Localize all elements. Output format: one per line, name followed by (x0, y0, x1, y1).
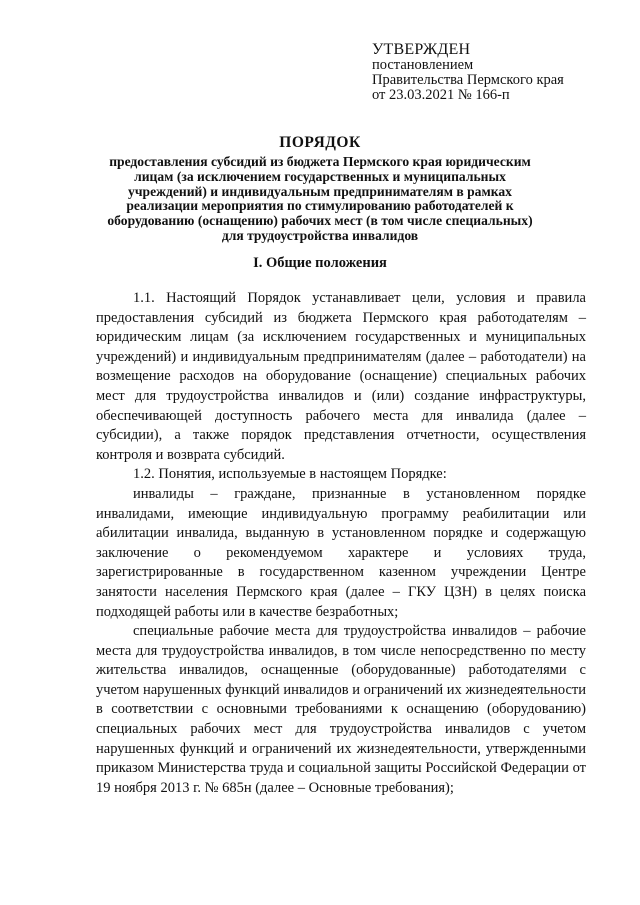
paragraph-1-2: 1.2. Понятия, используемые в настоящем Порядке: (133, 466, 447, 483)
document-subtitle: предоставления субсидий из бюджета Пермского края юридическим лицам (за исключением государственных и муниципальных учреждений) и индивидуальным предпринимателям в рамках реализации мероприятия по стимулированию работодателей к оборудованию (оснащению) рабочих мест (в том числе специальных) для трудоустройства инвалидов (107, 154, 533, 243)
section-body (96, 289, 586, 798)
section-heading: I. Общие положения (253, 255, 387, 271)
approval-line-1: постановлением (372, 57, 474, 73)
approval-block (372, 42, 564, 103)
approval-title: УТВЕРЖДЕН (372, 41, 471, 58)
document-title: ПОРЯДОК (279, 134, 361, 151)
approval-line-2: Правительства Пермского края (372, 72, 564, 88)
definition-special-workplaces: специальные рабочие места для трудоустройства инвалидов – рабочие места для трудоустройства инвалидов, в том числе непосредственно по месту жительства инвалидов, оснащенные (оборудованные) работодателями с учетом нарушенных функций инвалидов и ограничений их жизнедеятельности в соответствии с основными требованиями к оснащению (оборудованию) специальных рабочих мест для трудоустройства инвалидов с учетом нарушенных функций и ограничений их жизнедеятельности, утвержденными приказом Министерства труда и социальной защиты Российской Федерации от 19 ноября 2013 г. № 685н (далее – Основные требования); (96, 623, 586, 796)
approval-line-3: от 23.03.2021 № 166-п (372, 87, 510, 103)
paragraph-1-1: 1.1. Настоящий Порядок устанавливает цели, условия и правила предоставления субсидий из бюджета Пермского края работодателям – юридическим лицам (за исключением государственных и муниципальных учреждений) и индивидуальным предпринимателям (далее – работодатели) на возмещение расходов на оборудование (оснащение) специальных рабочих мест для трудоустройства инвалидов и (или) создание инфраструктуры, обеспечивающей доступность рабочего места для инвалида (далее – субсидии), а также порядок представления отчетности, осуществления контроля и возврата субсидий. (96, 290, 586, 463)
definition-disabled-persons: инвалиды – граждане, признанные в установленном порядке инвалидами, имеющие индивидуальную программу реабилитации или абилитации инвалида, выданную в установленном порядке и содержащую заключение о рекомендуемом характере и условиях труда, зарегистрированные в государственном казенном учреждении Центре занятости населения Пермского края (далее – ГКУ ЦЗН) в целях поиска подходящей работы или в качестве безработных; (96, 485, 586, 620)
